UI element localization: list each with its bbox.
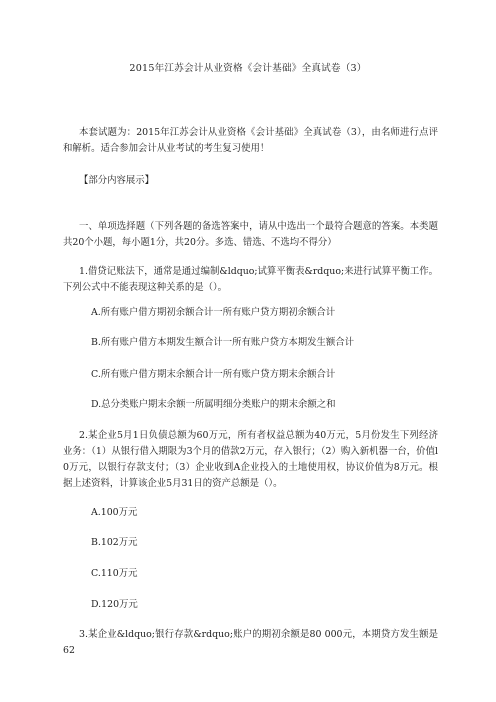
question-2-stem: 2.某企业5月1日负债总额为60万元，所有者权益总额为40万元，5月份发生下列经济业务：（1）从银行借入期限为3个月的借款2万元，存入银行；（2）购入新机器一台，价值l0万元，以银行存款支付；（3）企业收到A企业投入的土地使用权，协议价值为8万元。根据上述资料，计算该企业5月31日的资产总额是（）。 bbox=[63, 430, 438, 489]
question-1-option-d: D.总分类账户期末余额一所属明细分类账户的期末余额之和 bbox=[91, 399, 336, 410]
document-title: 2015年江苏会计从业资格《会计基础》全真试卷（3） bbox=[129, 63, 367, 74]
question-2-option-d: D.120万元 bbox=[91, 599, 138, 610]
part-heading: 一、单项选择题（下列各题的备选答案中，请从中选出一个最符合题意的答案。本类题共20个小题，每小题1分，共20分。多选、错选、不选均不得分） bbox=[63, 221, 438, 248]
question-2-option-a: A.100万元 bbox=[91, 507, 138, 518]
question-1-option-a: A.所有账户借方期初余额合计一所有账户贷方期初余额合计 bbox=[91, 307, 336, 318]
question-2-option-b: B.102万元 bbox=[91, 537, 138, 548]
question-2-option-c: C.110万元 bbox=[91, 568, 138, 579]
section-label: 【部分内容展示】 bbox=[79, 175, 155, 186]
question-3-stem: 3.某企业&ldquo;银行存款&rdquo;账户的期初余额是80 000元，本期贷方发生额是62 bbox=[63, 629, 438, 656]
question-1-option-c: C.所有账户借方期末余额合计一所有账户贷方期末余额合计 bbox=[91, 369, 336, 380]
intro-paragraph: 本套试题为：2015年江苏会计从业资格《会计基础》全真试卷（3），由名师进行点评和解析。适合参加会计从业考试的考生复习使用！ bbox=[63, 127, 438, 154]
question-1-stem: 1.借贷记账法下，通常是通过编制&ldquo;试算平衡表&rdquo;来进行试算平衡工作。下列公式中不能表现这种关系的是（）。 bbox=[63, 266, 438, 293]
question-1-option-b: B.所有账户借方本期发生额合计一所有账户贷方本期发生额合计 bbox=[91, 337, 354, 348]
